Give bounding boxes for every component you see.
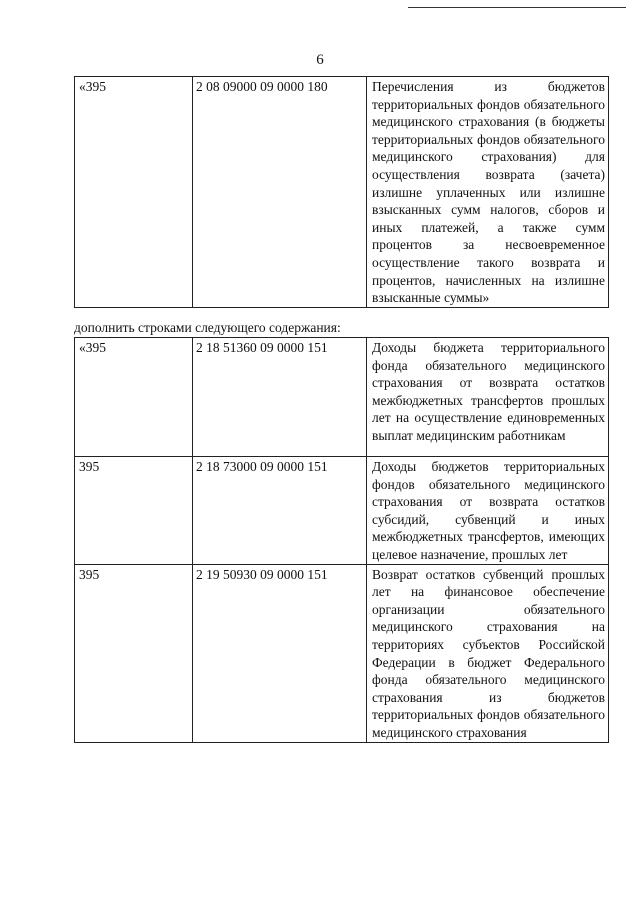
admin-code-cell: «395 (75, 77, 193, 308)
table-row (75, 77, 609, 308)
page-number: 6 (316, 52, 324, 68)
admin-code-cell: 395 (75, 564, 193, 742)
admin-code-cell: 395 (75, 457, 193, 565)
description-cell: Возврат остатков субвенций прошлых лет на финансовое обеспечение организации обязательного медицинского страхования на территориях субъектов Российской Федерации в бюджет Федерального фонда обязательного медицинского страхования из бюджетов территориальных фондов обязательного медицинского страхования (367, 564, 609, 742)
header-rule (408, 7, 626, 8)
admin-code-cell: «395 (75, 338, 193, 457)
supplement-instruction: дополнить строками следующего содержания: (74, 320, 341, 335)
existing-rows-table (74, 76, 609, 308)
table-row (75, 457, 609, 565)
description-cell: Доходы бюджета территориального фонда обязательного медицинского страхования от возврата остатков межбюджетных трансфертов прошлых лет на осуществление единовременных выплат медицинским работникам (367, 338, 609, 457)
classification-code-cell: 2 19 50930 09 0000 151 (193, 564, 367, 742)
table-row (75, 564, 609, 742)
description-cell: Перечисления из бюджетов территориальных фондов обязательного медицинского страхования (в бюджеты территориальных фондов обязательного медицинского страхования) для осуществления возврата (зачета) излишне уплаченных или излишне взысканных сумм налогов, сборов и иных платежей, а также сумм процентов за несвоевременное осуществление такого возврата и процентов, начисленных на излишне взысканные суммы» (367, 77, 609, 308)
classification-code-cell: 2 18 51360 09 0000 151 (193, 338, 367, 457)
added-rows-table (74, 337, 609, 743)
description-cell: Доходы бюджетов территориальных фондов обязательного медицинского страхования от возврата остатков субсидий, субвенций и иных межбюджетных трансфертов, имеющих целевое назначение, прошлых лет (367, 457, 609, 565)
classification-code-cell: 2 08 09000 09 0000 180 (193, 77, 367, 308)
classification-code-cell: 2 18 73000 09 0000 151 (193, 457, 367, 565)
table-row (75, 338, 609, 457)
